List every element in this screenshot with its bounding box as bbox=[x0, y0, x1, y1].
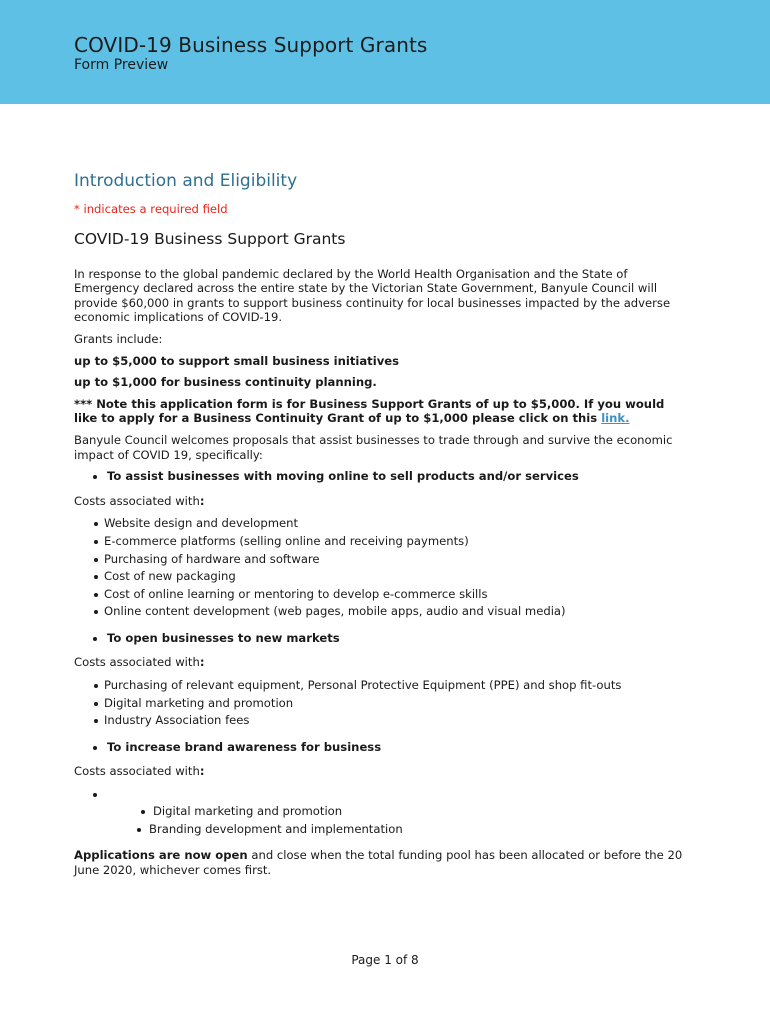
required-note: * indicates a required field bbox=[74, 202, 228, 216]
costs-label-colon: : bbox=[199, 655, 205, 670]
cost-item: Website design and development bbox=[74, 516, 684, 531]
cost-item-text: Branding development and implementation bbox=[149, 821, 403, 836]
cost-item: Purchasing of relevant equipment, Personal Protective Equipment (PPE) and shop fit-outs bbox=[74, 678, 684, 693]
costs-label bbox=[74, 494, 684, 509]
goal-item: To open businesses to new markets bbox=[74, 631, 684, 646]
form-subtitle: Form Preview bbox=[74, 57, 169, 73]
application-note-text: *** Note this application form is for Business Support Grants of up to $5,000. If you would like to apply for a Business Continuity Grant of up to $1,000 please click on this bbox=[74, 396, 665, 426]
form-content bbox=[74, 170, 684, 884]
section-title: Introduction and Eligibility bbox=[74, 171, 298, 191]
header-banner bbox=[0, 0, 770, 104]
grant-small-business: up to $5,000 to support small business initiatives bbox=[74, 353, 400, 368]
cost-list bbox=[74, 516, 684, 619]
costs-label-text: Costs associated with bbox=[74, 764, 200, 779]
cost-item: Online content development (web pages, mobile apps, audio and visual media) bbox=[74, 604, 684, 619]
cost-item: Cost of online learning or mentoring to develop e-commerce skills bbox=[74, 587, 684, 602]
costs-label-text: Costs associated with bbox=[74, 493, 200, 508]
page-number: Page 1 of 8 bbox=[351, 953, 419, 967]
grants-include-label: Grants include: bbox=[74, 331, 163, 346]
costs-label bbox=[74, 764, 684, 779]
cost-item: Purchasing of hardware and software bbox=[74, 552, 684, 567]
proposals-paragraph: Banyule Council welcomes proposals that assist businesses to trade through and survive the economic impact of COVID 19, specifically: bbox=[74, 432, 673, 462]
closing-bold: Applications are now open bbox=[74, 848, 248, 863]
intro-paragraph: In response to the global pandemic declared by the World Health Organisation and the State of Emergency declared across the entire state by the Victorian State Government, Banyule Council will provide $60,000 in grants to support business continuity for local businesses impacted by the adverse economic implications of COVID-19. bbox=[74, 266, 671, 325]
cost-item bbox=[74, 822, 684, 837]
goal-item: To assist businesses with moving online to sell products and/or services bbox=[74, 469, 684, 484]
costs-label-text: Costs associated with bbox=[74, 655, 200, 670]
cost-item: Industry Association fees bbox=[74, 713, 684, 728]
goal-list bbox=[74, 469, 684, 484]
closing-text: and close when the total funding pool has been allocated or before the 20 June 2020, whichever comes first. bbox=[74, 848, 683, 877]
cost-item: Digital marketing and promotion bbox=[74, 804, 684, 819]
goal-list bbox=[74, 631, 684, 646]
grant-continuity: up to $1,000 for business continuity planning. bbox=[74, 375, 377, 390]
goal-item: To increase brand awareness for business bbox=[74, 740, 684, 755]
empty-list-item bbox=[74, 787, 684, 801]
continuity-grant-link[interactable]: link. bbox=[601, 411, 630, 426]
goal-list bbox=[74, 740, 684, 755]
costs-label bbox=[74, 655, 684, 670]
cost-list bbox=[74, 787, 684, 836]
costs-label-colon: : bbox=[199, 493, 205, 508]
cost-item: Digital marketing and promotion bbox=[74, 696, 684, 711]
section-heading: COVID-19 Business Support Grants bbox=[74, 229, 346, 248]
form-title: COVID-19 Business Support Grants bbox=[74, 33, 428, 57]
cost-list bbox=[74, 678, 684, 728]
costs-label-colon: : bbox=[199, 764, 205, 779]
cost-item: Cost of new packaging bbox=[74, 569, 684, 584]
cost-item: E-commerce platforms (selling online and receiving payments) bbox=[74, 534, 684, 549]
closing-paragraph bbox=[74, 848, 684, 877]
application-note bbox=[74, 397, 684, 426]
